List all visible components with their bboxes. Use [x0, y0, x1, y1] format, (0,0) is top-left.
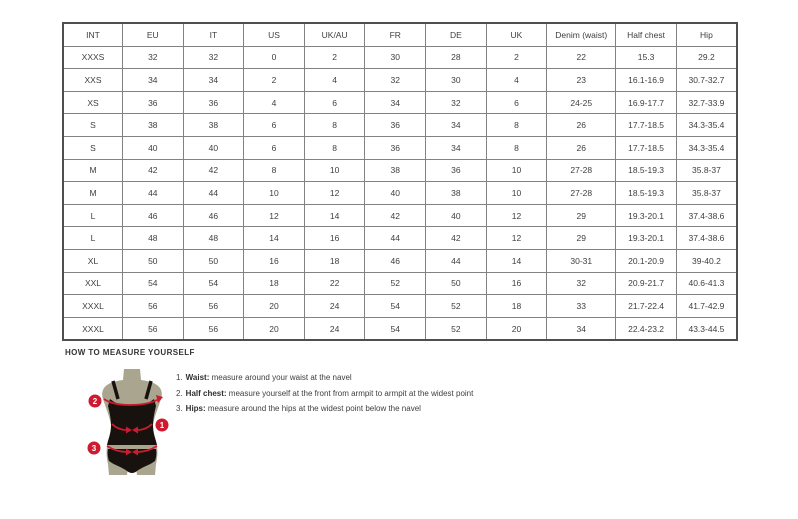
size-cell: 10	[486, 182, 547, 205]
size-cell: 36	[123, 91, 184, 114]
size-cell: 12	[304, 182, 365, 205]
size-cell: 24	[304, 295, 365, 318]
size-cell: 24-25	[547, 91, 616, 114]
column-header: EU	[123, 23, 184, 46]
table-row	[63, 136, 737, 159]
badge-hips	[88, 442, 101, 455]
size-cell: 32.7-33.9	[676, 91, 737, 114]
size-cell: 28	[426, 46, 487, 69]
size-cell: 44	[365, 227, 426, 250]
table-row	[63, 114, 737, 137]
step-number: 3.	[176, 404, 183, 413]
size-cell: 18.5-19.3	[616, 159, 677, 182]
size-cell: 2	[304, 46, 365, 69]
size-cell: 30	[365, 46, 426, 69]
size-cell: 20	[244, 295, 305, 318]
size-cell: 34	[426, 136, 487, 159]
step-text: measure yourself at the front from armpit to armpit at the widest point	[226, 388, 474, 398]
size-cell: 40	[183, 136, 244, 159]
size-cell: 12	[486, 204, 547, 227]
badge-half-chest-number: 2	[92, 397, 98, 406]
size-cell: 14	[304, 204, 365, 227]
size-cell: 48	[183, 227, 244, 250]
size-cell: 44	[426, 249, 487, 272]
table-row	[63, 272, 737, 295]
size-cell: 8	[244, 159, 305, 182]
size-cell: 42	[426, 227, 487, 250]
column-header: INT	[63, 23, 123, 46]
size-cell: 20	[244, 317, 305, 340]
size-cell: 17.7-18.5	[616, 114, 677, 137]
size-cell: 19.3-20.1	[616, 227, 677, 250]
badge-waist-number: 1	[159, 421, 165, 430]
size-cell: 46	[123, 204, 184, 227]
size-cell: 6	[486, 91, 547, 114]
size-cell: S	[63, 114, 123, 137]
size-cell: 46	[365, 249, 426, 272]
size-cell: S	[63, 136, 123, 159]
column-header: UK	[486, 23, 547, 46]
size-cell: 10	[304, 159, 365, 182]
size-cell: 52	[426, 295, 487, 318]
size-cell: 34	[426, 114, 487, 137]
size-table-header	[63, 23, 737, 46]
size-cell: 36	[183, 91, 244, 114]
measure-section-title: HOW TO MEASURE YOURSELF	[65, 348, 195, 357]
size-cell: 34	[365, 91, 426, 114]
size-cell: 56	[183, 295, 244, 318]
size-cell: XXXL	[63, 317, 123, 340]
size-cell: 32	[365, 69, 426, 92]
size-cell: 46	[183, 204, 244, 227]
size-cell: 37.4-38.6	[676, 204, 737, 227]
size-cell: 42	[123, 159, 184, 182]
size-cell: 18.5-19.3	[616, 182, 677, 205]
size-cell: 27-28	[547, 182, 616, 205]
size-cell: 34.3-35.4	[676, 136, 737, 159]
size-cell: 8	[486, 136, 547, 159]
size-cell: 12	[486, 227, 547, 250]
step-number: 2.	[176, 388, 183, 398]
size-cell: 42	[183, 159, 244, 182]
size-cell: 12	[244, 204, 305, 227]
size-cell: 54	[183, 272, 244, 295]
column-header: UK/AU	[304, 23, 365, 46]
column-header: US	[244, 23, 305, 46]
size-cell: 48	[123, 227, 184, 250]
measure-steps	[176, 370, 473, 417]
size-cell: 34	[183, 69, 244, 92]
step-number: 1.	[176, 373, 183, 382]
table-row	[63, 249, 737, 272]
size-cell: 34	[123, 69, 184, 92]
step-label: Hips:	[185, 404, 206, 413]
size-cell: 56	[183, 317, 244, 340]
size-cell: 2	[244, 69, 305, 92]
size-cell: 14	[244, 227, 305, 250]
size-cell: 18	[244, 272, 305, 295]
size-cell: 6	[304, 91, 365, 114]
column-header: Half chest	[616, 23, 677, 46]
size-cell: 8	[304, 114, 365, 137]
size-cell: 32	[547, 272, 616, 295]
column-header: IT	[183, 23, 244, 46]
size-cell: 29	[547, 204, 616, 227]
size-table-body	[63, 46, 737, 340]
column-header: FR	[365, 23, 426, 46]
size-cell: 4	[304, 69, 365, 92]
size-cell: 18	[486, 295, 547, 318]
size-cell: XXL	[63, 272, 123, 295]
size-cell: 10	[486, 159, 547, 182]
size-cell: XXXS	[63, 46, 123, 69]
measurement-figure	[70, 368, 192, 480]
size-cell: 20.9-21.7	[616, 272, 677, 295]
step-text: measure around the hips at the widest point below the navel	[205, 404, 421, 413]
size-cell: 29	[547, 227, 616, 250]
mannequin-illustration	[70, 368, 192, 480]
size-cell: 52	[365, 272, 426, 295]
step-text: measure around your waist at the navel	[209, 373, 352, 382]
size-cell: 40	[426, 204, 487, 227]
size-cell: 33	[547, 295, 616, 318]
size-cell: 50	[426, 272, 487, 295]
size-cell: XS	[63, 91, 123, 114]
size-cell: 16	[486, 272, 547, 295]
size-cell: 29.2	[676, 46, 737, 69]
size-cell: 30-31	[547, 249, 616, 272]
size-cell: 38	[365, 159, 426, 182]
size-cell: 35.8-37	[676, 182, 737, 205]
size-cell: 26	[547, 136, 616, 159]
size-cell: 32	[183, 46, 244, 69]
size-cell: 37.4-38.6	[676, 227, 737, 250]
size-cell: 4	[486, 69, 547, 92]
size-cell: 24	[304, 317, 365, 340]
size-cell: 16	[244, 249, 305, 272]
size-cell: 30.7-32.7	[676, 69, 737, 92]
measure-step-waist	[176, 370, 473, 386]
table-row	[63, 159, 737, 182]
size-cell: 27-28	[547, 159, 616, 182]
size-cell: 30	[426, 69, 487, 92]
column-header: DE	[426, 23, 487, 46]
size-cell: 20.1-20.9	[616, 249, 677, 272]
size-cell: 43.3-44.5	[676, 317, 737, 340]
size-cell: 42	[365, 204, 426, 227]
size-table	[62, 22, 738, 341]
size-cell: 36	[426, 159, 487, 182]
size-cell: 2	[486, 46, 547, 69]
size-cell: M	[63, 159, 123, 182]
size-cell: 34.3-35.4	[676, 114, 737, 137]
size-cell: 56	[123, 295, 184, 318]
table-row	[63, 227, 737, 250]
column-header: Hip	[676, 23, 737, 46]
size-cell: 15.3	[616, 46, 677, 69]
size-cell: 38	[426, 182, 487, 205]
measure-step-hips	[176, 401, 473, 417]
size-cell: 23	[547, 69, 616, 92]
size-cell: 6	[244, 136, 305, 159]
size-cell: 4	[244, 91, 305, 114]
size-cell: 38	[123, 114, 184, 137]
header-row	[63, 23, 737, 46]
column-header: Denim (waist)	[547, 23, 616, 46]
size-cell: 32	[426, 91, 487, 114]
size-cell: 54	[123, 272, 184, 295]
size-cell: XXS	[63, 69, 123, 92]
table-row	[63, 91, 737, 114]
badge-hips-number: 3	[91, 444, 97, 453]
size-cell: 0	[244, 46, 305, 69]
size-cell: 16	[304, 227, 365, 250]
size-cell: 39-40.2	[676, 249, 737, 272]
size-cell: 14	[486, 249, 547, 272]
size-cell: 41.7-42.9	[676, 295, 737, 318]
size-cell: 50	[123, 249, 184, 272]
size-cell: 22.4-23.2	[616, 317, 677, 340]
size-cell: L	[63, 227, 123, 250]
size-cell: 40.6-41.3	[676, 272, 737, 295]
size-cell: M	[63, 182, 123, 205]
size-cell: 32	[123, 46, 184, 69]
size-cell: 44	[183, 182, 244, 205]
size-cell: 6	[244, 114, 305, 137]
table-row	[63, 295, 737, 318]
size-cell: 52	[426, 317, 487, 340]
size-cell: 34	[547, 317, 616, 340]
size-cell: 56	[123, 317, 184, 340]
size-cell: XXXL	[63, 295, 123, 318]
size-cell: 44	[123, 182, 184, 205]
step-label: Waist:	[185, 373, 210, 382]
table-row	[63, 182, 737, 205]
size-cell: 10	[244, 182, 305, 205]
size-cell: 38	[183, 114, 244, 137]
size-cell: 54	[365, 317, 426, 340]
table-row	[63, 204, 737, 227]
size-cell: 16.1-16.9	[616, 69, 677, 92]
badge-waist	[156, 419, 169, 432]
measure-step-half-chest	[176, 386, 473, 402]
size-cell: 50	[183, 249, 244, 272]
size-cell: 21.7-22.4	[616, 295, 677, 318]
size-cell: 20	[486, 317, 547, 340]
size-cell: L	[63, 204, 123, 227]
size-cell: 22	[547, 46, 616, 69]
table-row	[63, 69, 737, 92]
badge-half-chest	[89, 395, 102, 408]
camisole	[107, 399, 157, 445]
size-cell: 40	[365, 182, 426, 205]
table-row	[63, 317, 737, 340]
size-cell: 19.3-20.1	[616, 204, 677, 227]
size-cell: 26	[547, 114, 616, 137]
size-cell: 36	[365, 136, 426, 159]
size-cell: 17.7-18.5	[616, 136, 677, 159]
size-cell: 40	[123, 136, 184, 159]
step-label: Half chest:	[185, 388, 227, 398]
size-cell: 22	[304, 272, 365, 295]
size-cell: 18	[304, 249, 365, 272]
size-cell: XL	[63, 249, 123, 272]
size-cell: 54	[365, 295, 426, 318]
size-cell: 8	[486, 114, 547, 137]
size-cell: 16.9-17.7	[616, 91, 677, 114]
size-cell: 35.8-37	[676, 159, 737, 182]
size-cell: 8	[304, 136, 365, 159]
size-cell: 36	[365, 114, 426, 137]
table-row	[63, 46, 737, 69]
